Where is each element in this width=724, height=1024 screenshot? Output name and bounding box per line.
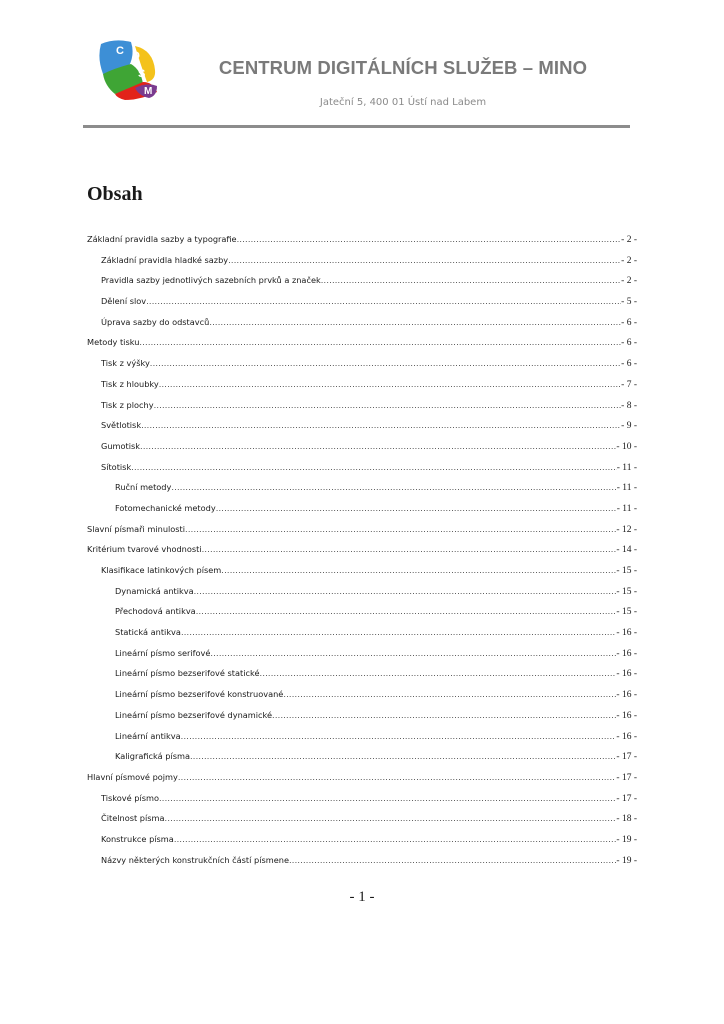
logo-letter-c: C: [116, 45, 124, 57]
toc-entry-label: Statická antikva: [115, 627, 181, 638]
toc-entry-page: - 11 -: [616, 462, 637, 473]
toc-dot-leader: [181, 627, 616, 637]
organization-title: CENTRUM DIGITÁLNÍCH SLUŽEB – MINO: [218, 57, 588, 78]
toc-dot-leader: [196, 606, 617, 616]
toc-entry-page: - 9 -: [621, 421, 637, 432]
toc-entry-page: - 11 -: [616, 503, 637, 514]
toc-entry-label: Sítotisk: [101, 461, 132, 472]
toc-dot-leader: [159, 379, 621, 389]
organization-address: Jateční 5, 400 01 Ústí nad Labem: [319, 97, 487, 108]
toc-entry-label: Lineární písmo bezserifové konstruované: [115, 689, 284, 700]
toc-dot-leader: [165, 813, 617, 823]
toc-entry-page: - 16 -: [616, 731, 637, 742]
toc-entry-page: - 12 -: [616, 524, 637, 535]
toc-entry[interactable]: [87, 793, 637, 814]
toc-entry-page: - 10 -: [616, 441, 637, 452]
toc-entry-label: Lineární písmo serifové: [115, 647, 211, 658]
toc-entry-page: - 11 -: [616, 483, 637, 494]
toc-entry-page: - 16 -: [616, 690, 637, 701]
toc-dot-leader: [190, 751, 616, 761]
toc-dot-leader: [221, 565, 616, 575]
toc-entry[interactable]: [87, 772, 637, 793]
toc-entry-page: - 16 -: [616, 628, 637, 639]
toc-entry-page: - 6 -: [621, 359, 637, 370]
toc-entry[interactable]: [87, 606, 637, 627]
toc-dot-leader: [209, 317, 621, 327]
toc-entry-page: - 2 -: [621, 276, 637, 287]
toc-entry-label: Kaligrafická písma: [115, 751, 190, 762]
toc-entry-label: Konstrukce písma: [101, 833, 174, 844]
toc-entry[interactable]: [87, 544, 637, 565]
toc-entry-label: Lineární antikva: [115, 730, 181, 741]
toc-entry[interactable]: [87, 379, 637, 400]
toc-entry-page: - 15 -: [616, 607, 637, 618]
toc-entry[interactable]: [87, 255, 637, 276]
toc-title: Obsah: [87, 183, 143, 205]
toc-entry-label: Úprava sazby do odstavců: [101, 316, 210, 327]
toc-entry[interactable]: [87, 358, 637, 379]
toc-entry-page: - 2 -: [621, 255, 637, 266]
toc-entry[interactable]: [87, 855, 637, 876]
toc-entry-label: Gumotisk: [101, 440, 141, 451]
toc-dot-leader: [283, 689, 616, 699]
toc-entry-page: - 18 -: [616, 814, 637, 825]
toc-dot-leader: [237, 234, 622, 244]
toc-dot-leader: [150, 358, 621, 368]
toc-dot-leader: [216, 503, 617, 513]
toc-entry-page: - 6 -: [621, 338, 637, 349]
toc-entry[interactable]: [87, 420, 637, 441]
toc-entry-page: - 15 -: [616, 586, 637, 597]
logo-letter-m: M: [144, 86, 153, 97]
toc-entry[interactable]: [87, 586, 637, 607]
toc-dot-leader: [174, 834, 617, 844]
toc-dot-leader: [321, 275, 621, 285]
toc-entry[interactable]: [87, 296, 637, 317]
toc-dot-leader: [154, 400, 622, 410]
toc-dot-leader: [131, 462, 617, 472]
toc-entry[interactable]: [87, 441, 637, 462]
toc-dot-leader: [159, 793, 616, 803]
toc-entry[interactable]: [87, 234, 637, 255]
toc-dot-leader: [228, 255, 621, 265]
toc-entry-label: Přechodová antikva: [115, 606, 196, 617]
toc-entry[interactable]: [87, 751, 637, 772]
toc-entry-label: Slavní písmaři minulosti: [87, 523, 186, 534]
toc-entry-label: Tisk z plochy: [101, 399, 154, 410]
toc-entry-label: Lineární písmo bezserifové dynamické: [115, 709, 273, 720]
toc-entry-label: Dynamická antikva: [115, 585, 194, 596]
toc-entry-label: Základní pravidla sazby a typografie: [87, 234, 237, 244]
toc-dot-leader: [210, 648, 616, 658]
toc-entry-page: - 2 -: [621, 235, 637, 245]
toc-entry-label: Tisk z výšky: [101, 358, 150, 369]
toc-entry[interactable]: [87, 400, 637, 421]
toc-entry-page: - 17 -: [616, 772, 637, 783]
toc-entry[interactable]: [87, 834, 637, 855]
toc-dot-leader: [202, 544, 617, 554]
cdsm-logo: [95, 36, 159, 100]
toc-entry-page: - 16 -: [616, 648, 637, 659]
toc-entry-page: - 19 -: [616, 834, 637, 845]
toc-entry[interactable]: [87, 337, 637, 358]
toc-entry[interactable]: [87, 462, 637, 483]
toc-dot-leader: [141, 420, 621, 430]
toc-entry-label: Tiskové písmo: [101, 792, 159, 803]
toc-entry[interactable]: [87, 731, 637, 752]
toc-entry-page: - 19 -: [616, 855, 637, 866]
page-number: - 1 -: [349, 889, 375, 905]
toc-dot-leader: [139, 337, 621, 347]
toc-entry-page: - 6 -: [621, 317, 637, 328]
toc-entry-page: - 17 -: [616, 752, 637, 763]
toc-entry-page: - 16 -: [616, 710, 637, 721]
toc-entry[interactable]: [87, 524, 637, 545]
toc-entry-label: Dělení slov: [101, 296, 147, 307]
toc-entry[interactable]: [87, 565, 637, 586]
toc-dot-leader: [178, 772, 617, 782]
toc-dot-leader: [194, 586, 617, 596]
toc-entry-label: Metody tisku: [87, 337, 140, 348]
toc-entry-label: Tisk z hloubky: [101, 378, 159, 389]
toc-entry-page: - 17 -: [616, 793, 637, 804]
toc-entry-label: Fotomechanické metody: [115, 502, 216, 513]
toc-entry[interactable]: [87, 813, 637, 834]
toc-entry-page: - 5 -: [621, 297, 637, 308]
toc-entry-label: Lineární písmo bezserifové statické: [115, 668, 260, 679]
toc-entry[interactable]: [87, 503, 637, 524]
toc-entry[interactable]: [87, 689, 637, 710]
toc-entry-page: - 8 -: [621, 400, 637, 411]
toc-dot-leader: [272, 710, 616, 720]
toc-dot-leader: [140, 441, 616, 451]
toc-entry-label: Názvy některých konstrukčních částí písmene: [101, 854, 289, 865]
toc-entry[interactable]: [87, 482, 637, 503]
toc-entry[interactable]: [87, 648, 637, 669]
toc-entry-page: - 16 -: [616, 669, 637, 680]
toc-entry-label: Pravidla sazby jednotlivých sazebních prvků a značek: [101, 275, 321, 286]
toc-entry-page: - 15 -: [616, 566, 637, 576]
toc-entry[interactable]: [87, 627, 637, 648]
toc-dot-leader: [289, 855, 616, 865]
toc-dot-leader: [171, 482, 616, 492]
toc-dot-leader: [185, 524, 616, 534]
toc-entry-label: Hlavní písmové pojmy: [87, 771, 178, 782]
logo-letter-d: D: [132, 50, 140, 62]
toc-entry[interactable]: [87, 275, 637, 296]
table-of-contents: [87, 234, 637, 875]
header-divider: [83, 125, 630, 128]
logo-letter-s: S: [138, 68, 146, 80]
toc-entry-label: Ruční metody: [115, 482, 172, 493]
toc-entry[interactable]: [87, 668, 637, 689]
toc-entry-label: Čitelnost písma: [101, 813, 165, 824]
toc-entry[interactable]: [87, 710, 637, 731]
toc-entry-page: - 14 -: [616, 545, 637, 556]
toc-entry-label: Světlotisk: [101, 420, 142, 431]
toc-dot-leader: [260, 668, 617, 678]
toc-entry-page: - 7 -: [621, 379, 637, 390]
toc-dot-leader: [146, 296, 621, 306]
toc-dot-leader: [181, 731, 617, 741]
toc-entry-label: Kritérium tvarové vhodnosti: [87, 544, 202, 555]
toc-entry-label: Klasifikace latinkových písem: [101, 565, 222, 575]
toc-entry[interactable]: [87, 317, 637, 338]
toc-entry-label: Základní pravidla hladké sazby: [101, 254, 229, 265]
